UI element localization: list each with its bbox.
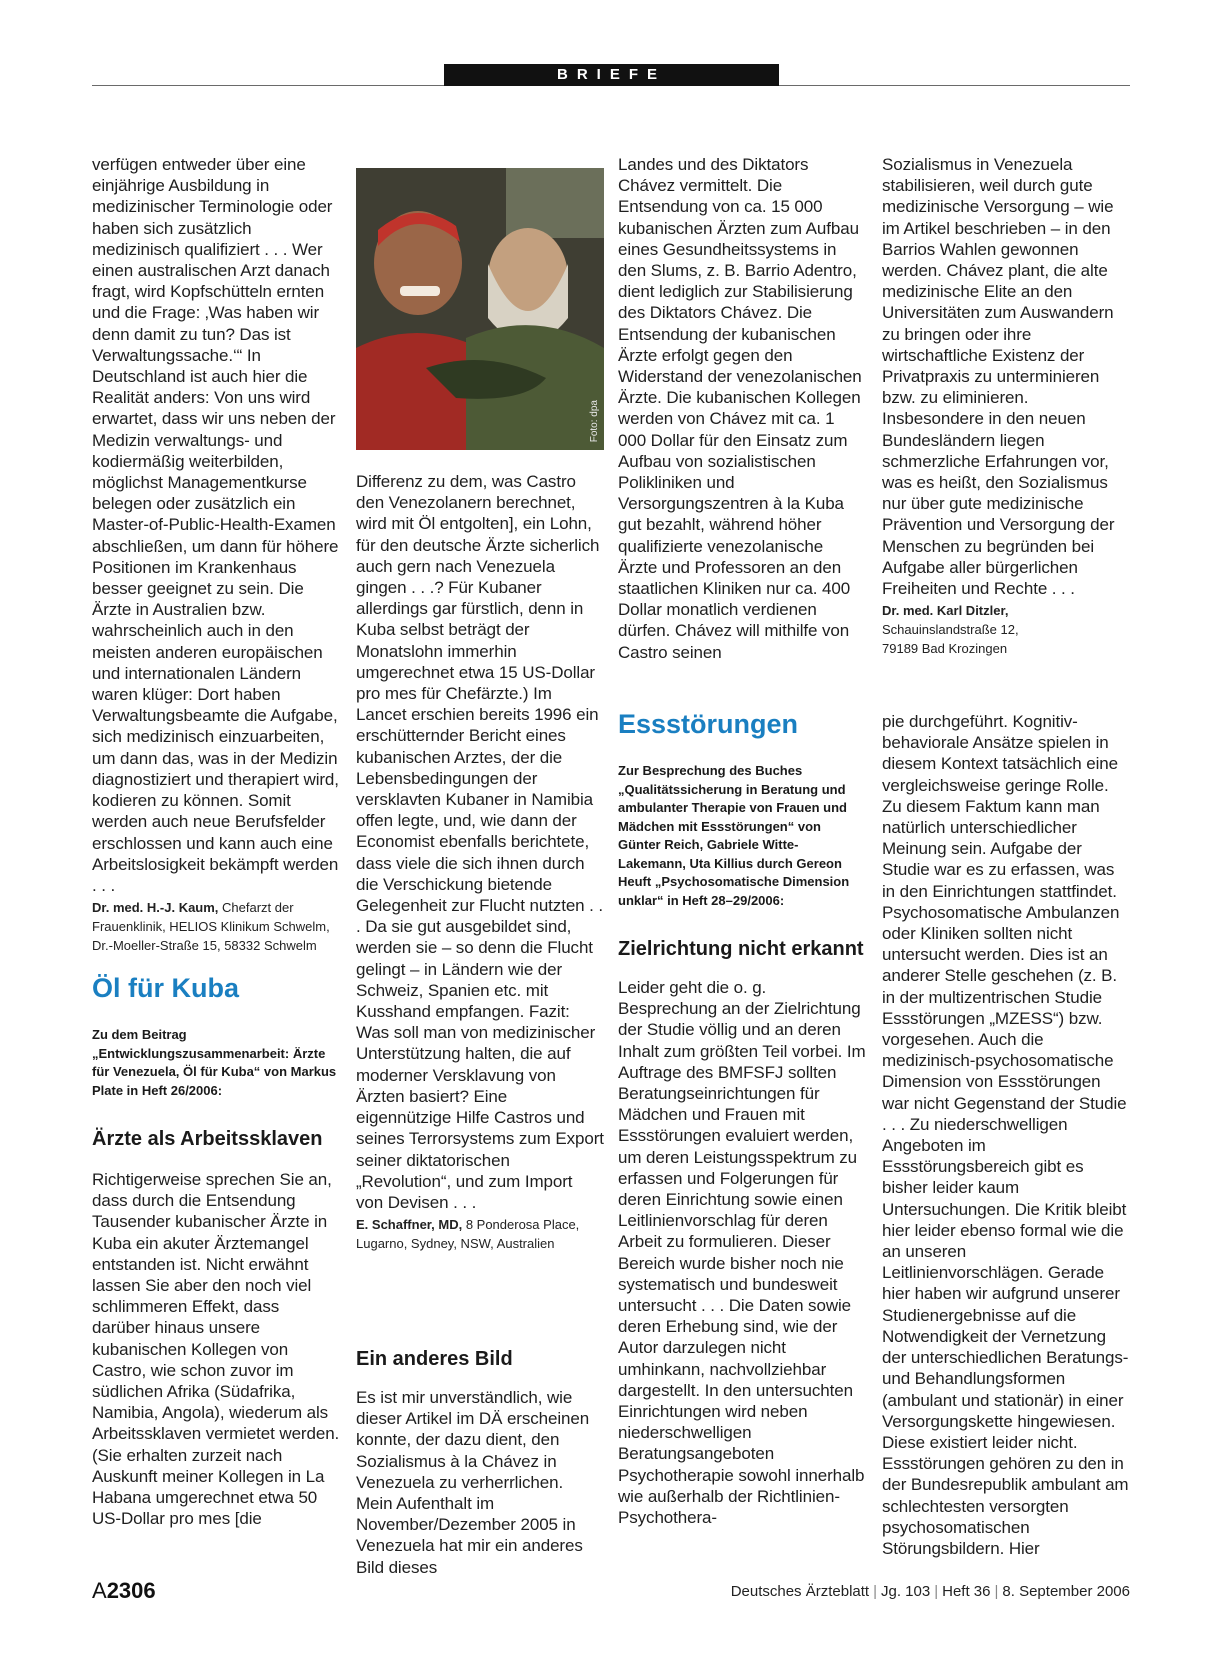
page-number: [92, 1578, 156, 1604]
footer-separator: |: [934, 1583, 939, 1600]
journal-name: Deutsches Ärzteblatt: [730, 1583, 870, 1600]
signature: [882, 601, 1130, 658]
journal-volume: Jg. 103: [881, 1583, 931, 1600]
letter-continued-text: Differenz zu dem, was Castro den Venezolanern berechnet, wird mit Öl entgolten], ein Lohn, für den deutsche Ärzte sicherlich auch gern nach Venezuela gingen . . .? Für Kubaner allerdings gar fürstlich, denn in Kuba selbst beträgt der Monatslohn immerhin umgerechnet etwa 15 US-Dollar pro mes für Chefärzte.) Im Lancet erschien bereits 1996 ein erschütternder Bericht eines kubanischen Arztes, der die Lebensbedingungen der versklavten Kubaner in Namibia offen legte, und, wie dann der Economist ebenfalls berichtete, dass viele die sich ihnen durch die Verschickung bietende Gelegenheit zur Flucht nutzten . . . Da sie gut ausgebildet sind, werden sie – so denn die Flucht gelingt – in Ländern wie der Schweiz, Spanien etc. mit Kusshand empfangen. Fazit: Was soll man von medizinischer Unterstützung halten, die auf moderner Versklavung von Ärzten basiert? Eine eigennützige Hilfe Castros und seines Terrorsystems zum Export seiner diktatorischen „Revolution“, und zum Import von Devisen . . .: [356, 472, 604, 1212]
letter-headline: Ärzte als Arbeitssklaven: [92, 1128, 323, 1150]
page-number-value: 2306: [106, 1578, 156, 1603]
letter-start-text: Leider geht die o. g. Besprechung an der Zielrichtung der Studie völlig und an deren Inhalt zum größten Teil vorbei. Im Auftrage des BMFSFJ sollten Beratungseinrichtungen für Mädchen und Frauen mit Essstörungen evaluiert werden, um deren Leistungsspektrum zu erfassen und Folgerungen für deren Einrichtung sowie einen Leitlinienvorschlag für deren Arbeit zu formulieren. Dieser Bereich wurde bisher noch nie systematisch und bundesweit untersucht . . . Die Daten sowie deren Erhebung sind, wie der Autor darzulegen nicht umhinkann, nachvollziehbar dargestellt. In den untersuchten Einrichtungen wird neben niederschwelligen Beratungsangeboten Psychotherapie sowohl innerhalb wie außerhalb der Richtlinien-Psychothera-: [618, 978, 866, 1528]
section-title-essstoerungen: Essstörungen: [618, 709, 799, 739]
section-banner: BRIEFE: [444, 64, 779, 86]
journal-date: 8. September 2006: [1002, 1583, 1130, 1600]
photo-credit: Foto: dpa: [589, 399, 600, 442]
signature-street: Schauinslandstraße 12,: [882, 622, 1019, 638]
letter-continued-text: pie durchgeführt. Kognitiv-behaviorale Ansätze spielen in diesem Kontext tatsächlich eine vergleichsweise geringe Rolle. Zu diesem Faktum kann man natürlich unterschiedlicher Meinung sein. Aufgabe der Studie war es zu erfassen, was in den Einrichtungen stattfindet. Psychosomatische Ambulanzen oder Kliniken sollten nicht untersucht werden. Dies ist an anderer Stelle geschehen (z. B. in der multizentrischen Studie Essstörungen „MZESS“) bzw. vorgesehen. Auch die medizinisch-psychosomatische Dimension von Essstörungen war nicht Gegenstand der Studie . . . Zu niederschwelligen Angeboten im Essstörungsbereich gibt es bisher leider kaum Untersuchungen. Die Kritik bleibt hier leider ebenso formal wie die an unseren Leitlinienvorschlägen. Gerade hier haben wir aufgrund unserer Studienergebnisse auf die Notwendigkeit der Vernetzung der unterschiedlichen Beratungs- und Behandlungsformen (ambulant und stationär) in einer Versorgungskette hingewiesen. Diese existiert leider nicht. Essstörungen gehören zu den in der Bundesrepublik ambulant am schlechtesten versorgten psychosomatischen Störungsbildern. Hier: [882, 712, 1129, 1558]
footer-separator: |: [873, 1583, 877, 1600]
letter-start-text: Es ist mir unverständlich, wie dieser Artikel im DÄ erscheinen konnte, der dazu dient, den Sozialismus à la Chávez in Venezuela zu verherrlichen. Mein Aufenthalt im November/Dezember 2005 in Venezuela hat mir ein anderes Bild dieses: [356, 1388, 590, 1577]
journal-footer: [731, 1583, 1130, 1600]
signature-city: 79189 Bad Krozingen: [882, 641, 1008, 657]
letter-headline: Ein anderes Bild: [356, 1348, 513, 1370]
column-4: [882, 154, 1130, 658]
news-photo: [356, 168, 604, 450]
letter-headline: Zielrichtung nicht erkannt: [618, 938, 864, 960]
signature: [356, 1215, 604, 1253]
column-2-lower: [356, 1346, 604, 1578]
signature-details: 8 Ponderosa Place, Lugarno, Sydney, NSW, Australien: [356, 1217, 580, 1252]
signature-name: Dr. med. H.-J. Kaum,: [92, 900, 219, 916]
column-1-lower: [92, 972, 340, 1529]
column-3: [618, 154, 866, 663]
column-2: [356, 471, 604, 1253]
page-prefix: A: [92, 1578, 107, 1603]
signature: [92, 898, 340, 955]
signature-name: E. Schaffner, MD,: [356, 1217, 463, 1233]
letter-start-text: Richtigerweise sprechen Sie an, dass durch die Entsendung Tausender kubanischer Ärzte in Kuba ein akuter Ärztemangel entstanden ist. Nicht erwähnt lassen Sie aber den noch viel schlimmeren Effekt, dass darüber hinaus unsere kubanischen Kollegen von Castro, wie schon zuvor im südlichen Afrika (Südafrika, Namibia, Angola), wiederum als Arbeitssklaven vermietet werden. (Sie erhalten zurzeit nach Auskunft meiner Kollegen in La Habana umgerechnet etwa 50 US-Dollar pro mes [die: [92, 1170, 340, 1529]
photo-illustration: [356, 168, 604, 450]
section-intro: Zur Besprechung des Buches „Qualitätssicherung in Beratung und ambulanter Therapie von Frauen und Mädchen mit Essstörungen“ von Günter Reich, Gabriele Witte-Lakemann, Uta Killius durch Gereon Heuft „Psychosomatische Dimension unklar“ in Heft 28–29/2006:: [618, 763, 850, 908]
letter-continued-text: Landes und des Diktators Chávez vermittelt. Die Entsendung von ca. 15 000 kubanischen Ärzten zum Aufbau eines Gesundheitssystems in den Slums, z. B. Barrio Adentro, dient lediglich zur Stabilisierung des Diktators Chávez. Die Entsendung der kubanischen Ärzte erfolgt gegen den Widerstand der venezolanischen Ärzte. Die kubanischen Kollegen werden von Chávez mit ca. 1 000 Dollar für den Einsatz zum Aufbau von sozialistischen Polikliniken und Versorgungszentren à la Kuba gut bezahlt, während höher qualifizierte venezolanische Ärzte und Professoren an den staatlichen Kliniken nur ca. 400 Dollar monatlich verdienen dürfen. Chávez will mithilfe von Castro seinen: [618, 155, 862, 662]
section-title-oel-fuer-kuba: Öl für Kuba: [92, 973, 239, 1003]
letter-end-text: Sozialismus in Venezuela stabilisieren, weil durch gute medizinische Versorgung – wie im Artikel beschrieben – in den Barrios Wahlen gewonnen werden. Chávez plant, die alte medizinische Elite an den Universitäten zum Auswandern zu bringen oder ihre wirtschaftliche Existenz der Privatpraxis zu unterminieren bzw. zu eliminieren. Insbesondere in den neuen Bundesländern liegen schmerzliche Erfahrungen vor, was es heißt, den Sozialismus nur über gute medizinische Prävention und Versorgung der Menschen zu begründen bei Aufgabe aller bürgerlichen Freiheiten und Rechte . . .: [882, 155, 1115, 599]
footer-separator: |: [994, 1583, 999, 1600]
column-4-lower: [882, 711, 1130, 1559]
letter-end-text: verfügen entweder über eine einjährige Ausbildung in medizinischer Terminologie oder haben sich zusätzlich medizinisch qualifiziert . . . Wer einen australischen Arzt danach fragt, wird Kopfschütteln ernten und die Frage: ‚Was haben wir denn damit zu tun? Das ist Verwaltungssache.‘“ In Deutschland ist auch hier die Realität anders: Von uns wird erwartet, dass wir uns neben der Medizin verwaltungs- und kodiermäßig weiterbilden, möglichst Managementkurse belegen oder zusätzlich ein Master-of-Public-Health-Examen abschließen, um dann für höhere Positionen im Krankenhaus besser geeignet zu sein. Die Ärzte in Australien bzw. wahrscheinlich auch in den meisten anderen europäischen und internationalen Ländern waren klüger: Dort haben Verwaltungsbeamte die Aufgabe, sich medizinisch einzuarbeiten, um dann das, was in der Medizin diagnostiziert und therapiert wird, kodieren zu können. Somit werden auch neue Berufsfelder erschlossen und kann auch eine Arbeitslosigkeit bekämpft werden . . .: [92, 155, 339, 895]
section-intro: Zu dem Beitrag „Entwicklungszusammenarbeit: Ärzte für Venezuela, Öl für Kuba“ von Markus Plate in Heft 26/2006:: [92, 1027, 337, 1098]
signature-name: Dr. med. Karl Ditzler,: [882, 603, 1009, 619]
column-1: [92, 154, 340, 955]
signature-details: Chefarzt der Frauenklinik, HELIOS Klinikum Schwelm, Dr.-Moeller-Straße 15, 58332 Schwelm: [92, 900, 330, 954]
column-3-lower: [618, 708, 866, 1528]
journal-issue: Heft 36: [942, 1583, 991, 1600]
